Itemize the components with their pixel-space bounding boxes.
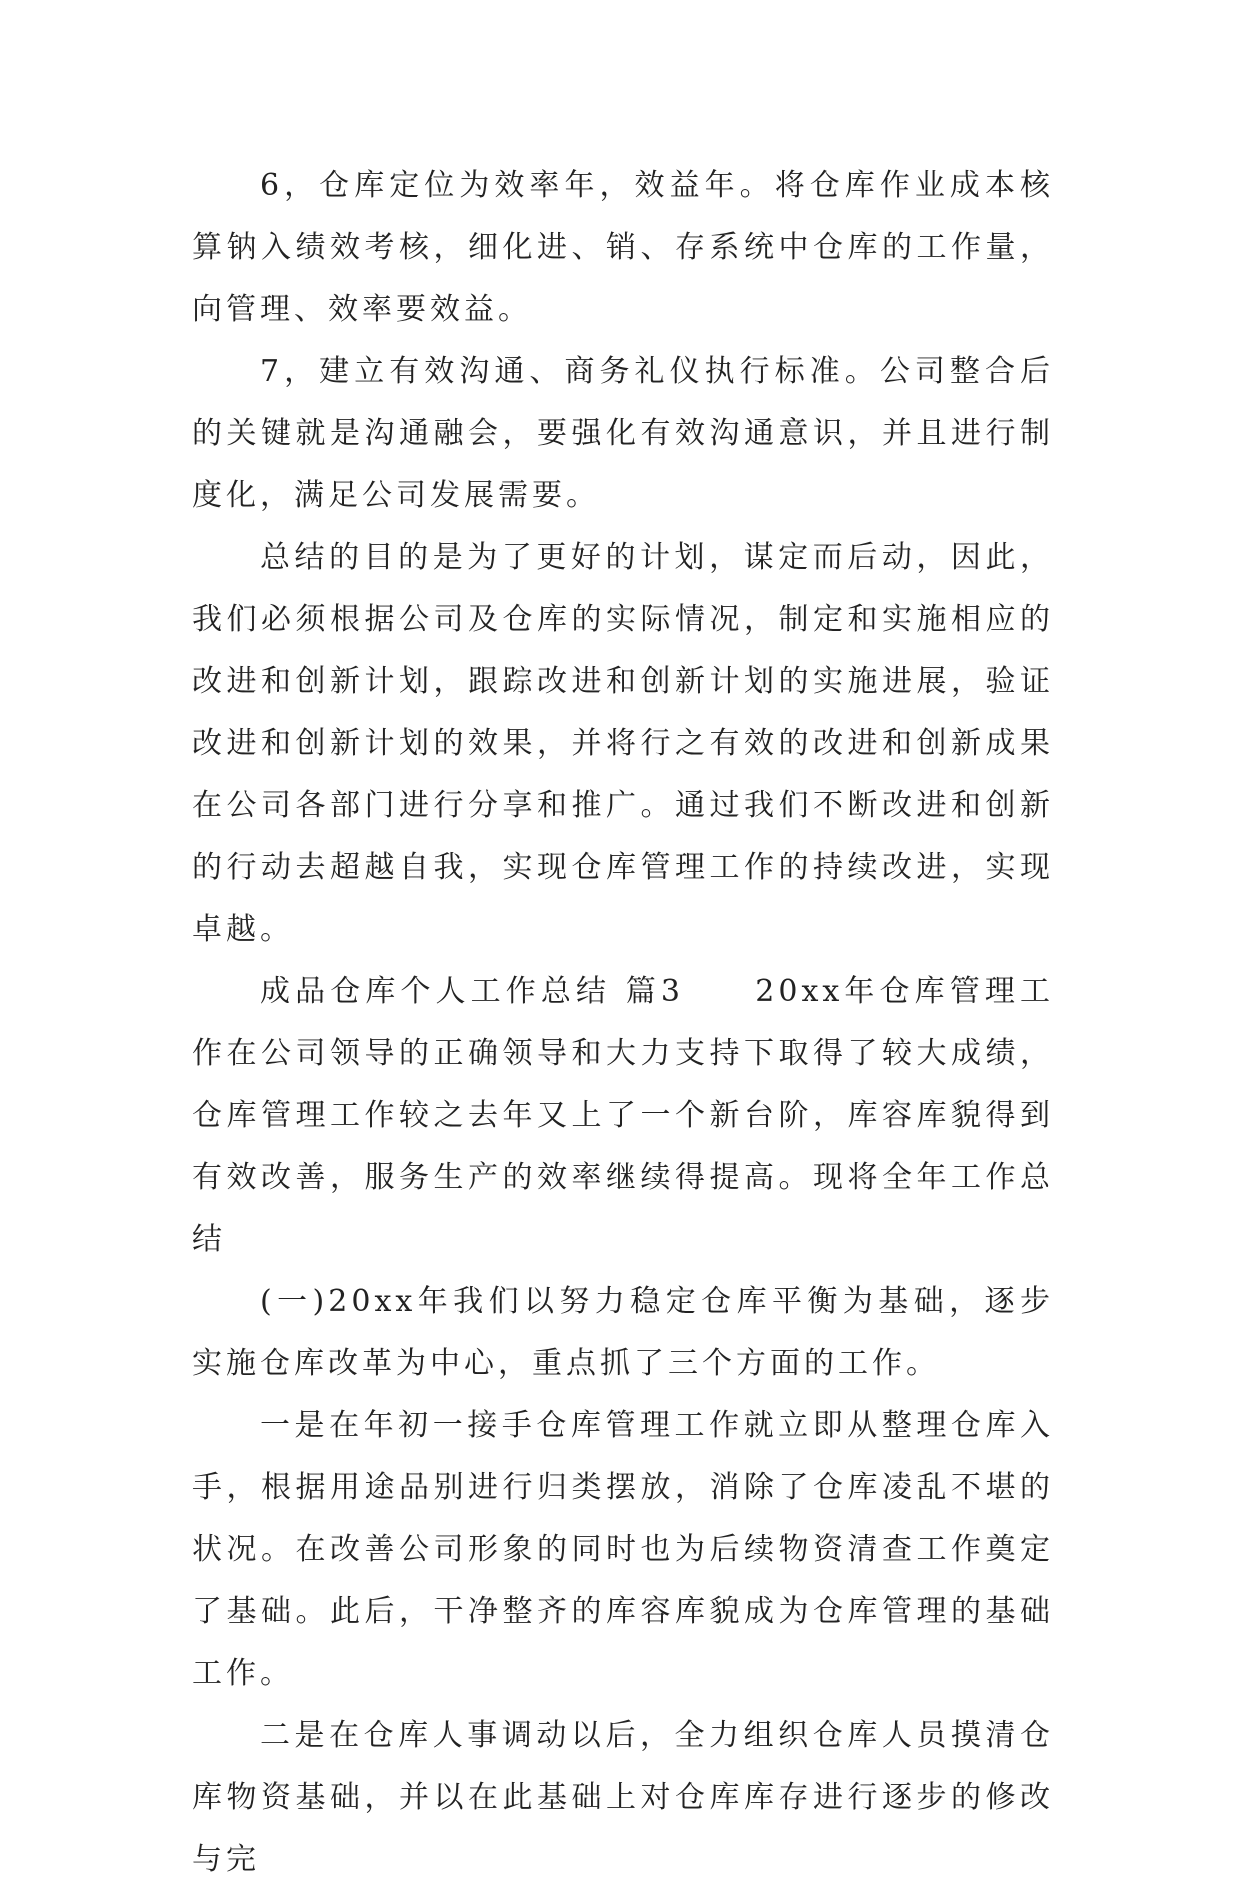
paragraph-summary-purpose: 总结的目的是为了更好的计划，谋定而后动，因此，我们必须根据公司及仓库的实际情况，制定和实施相应的改进和创新计划，跟踪改进和创新计划的实施进展，验证改进和创新计划的效果，并将行之有效的改进和创新成果在公司各部门进行分享和推广。通过我们不断改进和创新的行动去超越自我，实现仓库管理工作的持续改进，实现卓越。 — [192, 540, 1054, 947]
paragraph-section-one: (一)20xx年我们以努力稳定仓库平衡为基础，逐步实施仓库改革为中心，重点抓了三个方面的工作。 — [192, 1284, 1054, 1381]
paragraph-section-3-intro: 成品仓库个人工作总结 篇3 20xx年仓库管理工作在公司领导的正确领导和大力支持下取得了较大成绩，仓库管理工作较之去年又上了一个新台阶，库容库貌得到有效改善，服务生产的效率继续得提高。现将全年工作总结 — [192, 974, 1054, 1257]
document-body — [192, 155, 1054, 1891]
paragraph-point-one: 一是在年初一接手仓库管理工作就立即从整理仓库入手，根据用途品别进行归类摆放，消除了仓库凌乱不堪的状况。在改善公司形象的同时也为后续物资清查工作奠定了基础。此后，干净整齐的库容库貌成为仓库管理的基础工作。 — [192, 1408, 1054, 1691]
paragraph-point-two: 二是在仓库人事调动以后，全力组织仓库人员摸清仓库物资基础，并以在此基础上对仓库库存进行逐步的修改与完 — [192, 1718, 1054, 1877]
paragraph-item-6: 6，仓库定位为效率年，效益年。将仓库作业成本核算钠入绩效考核，细化进、销、存系统中仓库的工作量，向管理、效率要效益。 — [192, 168, 1054, 327]
paragraph-item-7: 7，建立有效沟通、商务礼仪执行标准。公司整合后的关键就是沟通融会，要强化有效沟通意识，并且进行制度化，满足公司发展需要。 — [192, 354, 1054, 513]
